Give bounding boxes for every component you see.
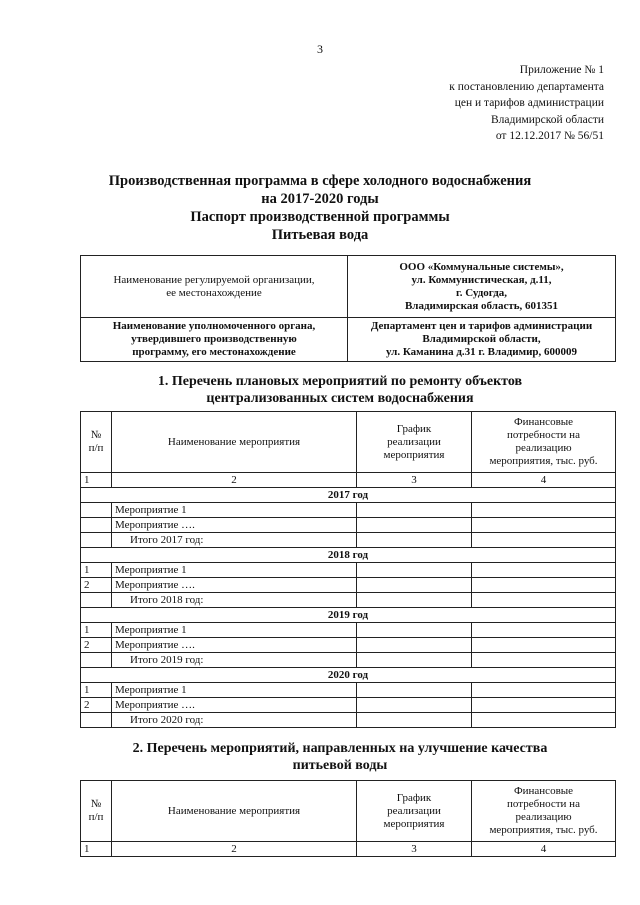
row-num: 2 (81, 698, 112, 713)
measure-name: Мероприятие …. (112, 698, 357, 713)
cell (357, 563, 472, 578)
cell (81, 533, 112, 548)
cell (472, 578, 616, 593)
table-header-row (81, 781, 616, 842)
title-line: Паспорт производственной программы (190, 209, 450, 225)
row-num: 1 (81, 563, 112, 578)
repair-measures-table (80, 411, 616, 728)
year-total: Итого 2019 год: (112, 653, 357, 668)
measure-name: Мероприятие 1 (112, 563, 357, 578)
table-header-row (81, 412, 616, 473)
measure-name: Мероприятие …. (112, 518, 357, 533)
header-line: Финансовые (513, 785, 574, 797)
column-number: 2 (112, 473, 357, 488)
cell (357, 593, 472, 608)
row-num (81, 518, 112, 533)
measure-name: Мероприятие 1 (112, 683, 357, 698)
passport-label (81, 318, 348, 362)
passport-row (81, 318, 616, 362)
year-label: 2018 год (81, 548, 616, 563)
passport-value-line: Владимирской области, (422, 333, 541, 345)
passport-label-line: ее местонахождение (166, 286, 262, 299)
cell (472, 698, 616, 713)
year-total: Итого 2017 год: (112, 533, 357, 548)
year-label: 2019 год (81, 608, 616, 623)
table-row (81, 638, 616, 653)
cell (357, 638, 472, 653)
cell (357, 698, 472, 713)
water-quality-measures-table (80, 780, 616, 857)
header-finance (472, 781, 616, 842)
page-number: 3 (317, 42, 323, 56)
passport-value-line: ООО «Коммунальные системы», (399, 260, 564, 273)
header-line: График (396, 791, 432, 804)
passport-label-line: Наименование уполномоченного органа, (112, 320, 316, 332)
year-row (81, 668, 616, 683)
table-row (81, 533, 616, 548)
section-heading-1 (60, 373, 620, 407)
header-line: реализацию (515, 442, 572, 454)
passport-label (81, 256, 348, 318)
cell (472, 563, 616, 578)
header-name: Наименование мероприятия (112, 781, 357, 842)
appendix-line: от 12.12.2017 № 56/51 (495, 130, 604, 142)
cell (472, 683, 616, 698)
passport-label-line: программу, его местонахождение (132, 346, 296, 358)
cell (357, 518, 472, 533)
measure-name: Мероприятие 1 (112, 623, 357, 638)
column-number: 1 (81, 473, 112, 488)
row-num: 2 (81, 578, 112, 593)
column-number: 3 (357, 842, 472, 857)
document-title (0, 172, 640, 244)
year-row (81, 548, 616, 563)
table-row (81, 518, 616, 533)
appendix-line: цен и тарифов администрации (454, 97, 604, 109)
year-row (81, 488, 616, 503)
year-row (81, 608, 616, 623)
cell (472, 638, 616, 653)
cell (357, 713, 472, 728)
header-line: реализацию (515, 811, 572, 823)
cell (357, 683, 472, 698)
appendix-line: Владимирской области (490, 113, 604, 126)
measure-name: Мероприятие 1 (112, 503, 357, 518)
year-total: Итого 2020 год: (112, 713, 357, 728)
year-label: 2017 год (81, 488, 616, 503)
header-schedule (357, 781, 472, 842)
passport-value (348, 318, 616, 362)
passport-row (81, 256, 616, 318)
header-line: № (90, 798, 102, 810)
passport-value-line: ул. Коммунистическая, д.11, (411, 273, 552, 286)
passport-value (348, 256, 616, 318)
passport-value-line: Владимирская область, 601351 (404, 299, 559, 312)
cell (81, 713, 112, 728)
appendix-line: к постановлению департамента (449, 80, 604, 93)
table-row (81, 563, 616, 578)
title-line: на 2017-2020 годы (261, 191, 379, 207)
cell (472, 623, 616, 638)
passport-table (80, 255, 616, 362)
year-total: Итого 2018 год: (112, 593, 357, 608)
table-row (81, 503, 616, 518)
year-label: 2020 год (81, 668, 616, 683)
cell (357, 578, 472, 593)
header-line: График (396, 422, 432, 435)
header-line: потребности на (507, 798, 580, 810)
cell (472, 503, 616, 518)
row-num: 1 (81, 623, 112, 638)
header-line: мероприятия, тыс. руб. (489, 824, 598, 836)
title-line: Производственная программа в сфере холодного водоснабжения (108, 173, 532, 189)
cell (81, 593, 112, 608)
header-line: реализации (387, 804, 441, 817)
passport-label-line: утвердившего производственную (131, 333, 297, 345)
header-line: реализации (387, 435, 441, 448)
cell (357, 503, 472, 518)
column-number-row (81, 473, 616, 488)
cell (472, 533, 616, 548)
measure-name: Мероприятие …. (112, 638, 357, 653)
header-line: потребности на (507, 429, 580, 441)
table-row (81, 653, 616, 668)
header-num (81, 412, 112, 473)
header-line: Финансовые (513, 416, 574, 428)
row-num (81, 503, 112, 518)
table-row (81, 593, 616, 608)
column-number-row (81, 842, 616, 857)
column-number: 1 (81, 842, 112, 857)
column-number: 4 (472, 842, 616, 857)
passport-value-line: ул. Каманина д.31 г. Владимир, 600009 (385, 346, 578, 358)
header-line: мероприятия (383, 817, 445, 830)
cell (472, 593, 616, 608)
table-row (81, 578, 616, 593)
column-number: 2 (112, 842, 357, 857)
table-row (81, 713, 616, 728)
cell (472, 713, 616, 728)
header-line: мероприятия (383, 448, 445, 461)
column-number: 3 (357, 473, 472, 488)
section-heading-2 (60, 740, 620, 774)
appendix-line: Приложение № 1 (519, 64, 604, 76)
header-num (81, 781, 112, 842)
header-line: п/п (88, 442, 104, 454)
row-num: 2 (81, 638, 112, 653)
column-number: 4 (472, 473, 616, 488)
row-num: 1 (81, 683, 112, 698)
header-line: п/п (88, 811, 104, 823)
header-line: мероприятия, тыс. руб. (489, 455, 598, 467)
section-heading-line: питьевой воды (292, 758, 388, 773)
measure-name: Мероприятие …. (112, 578, 357, 593)
cell (472, 518, 616, 533)
table-row (81, 683, 616, 698)
header-line: № (90, 429, 102, 441)
table-row (81, 623, 616, 638)
header-schedule (357, 412, 472, 473)
cell (357, 653, 472, 668)
appendix-block (449, 62, 604, 145)
cell (357, 533, 472, 548)
header-finance (472, 412, 616, 473)
cell (81, 653, 112, 668)
section-heading-line: централизованных систем водоснабжения (206, 391, 474, 406)
title-line: Питьевая вода (271, 227, 369, 243)
passport-value-line: Департамент цен и тарифов администрации (370, 320, 593, 332)
cell (472, 653, 616, 668)
passport-label-line: Наименование регулируемой организации, (113, 273, 315, 286)
section-heading-line: 1. Перечень плановых мероприятий по ремонту объектов (157, 374, 523, 389)
passport-value-line: г. Судогда, (455, 286, 508, 299)
table-row (81, 698, 616, 713)
cell (357, 623, 472, 638)
section-heading-line: 2. Перечень мероприятий, направленных на улучшение качества (132, 741, 548, 756)
header-name: Наименование мероприятия (112, 412, 357, 473)
